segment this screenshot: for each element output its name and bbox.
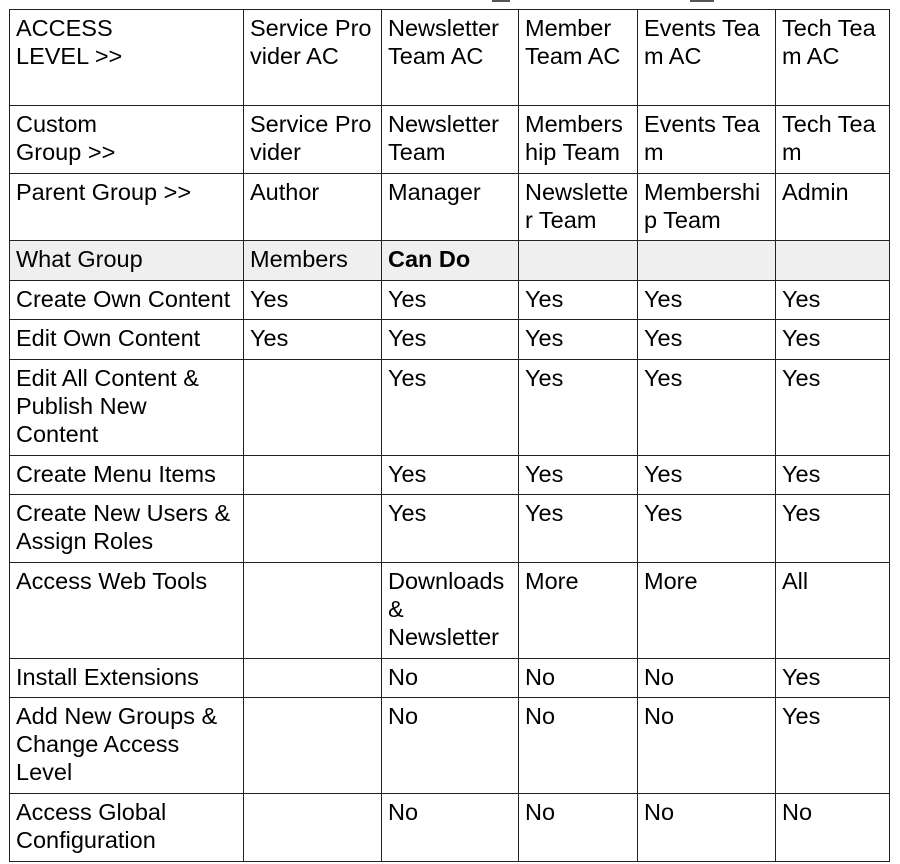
table-cell: More (519, 563, 638, 659)
table-cell: Events Team (638, 106, 776, 174)
table-cell: Yes (244, 281, 382, 320)
table-cell: Newsletter Team (382, 106, 519, 174)
table-cell: Yes (776, 659, 890, 698)
table-cell: Events Team AC (638, 10, 776, 106)
table-cell (244, 698, 382, 794)
section-header-row (10, 241, 890, 281)
table-cell: No (519, 698, 638, 794)
row-label-text: Edit All Content & Publish New Content (16, 365, 199, 447)
access-level-row (10, 10, 890, 106)
table-cell: Yes (519, 281, 638, 320)
table-cell: Members (244, 241, 382, 281)
table-cell: Yes (776, 281, 890, 320)
table-row (10, 698, 890, 794)
row-label (10, 360, 244, 456)
table-cell (382, 563, 519, 659)
table-cell: Yes (519, 495, 638, 563)
table-row (10, 281, 890, 320)
table-cell: Yes (638, 281, 776, 320)
custom-group-row (10, 106, 890, 174)
table-cell: Newsletter Team (519, 174, 638, 241)
row-label (10, 794, 244, 862)
parent-group-row (10, 174, 890, 241)
table-cell (776, 241, 890, 281)
table-row (10, 320, 890, 360)
table-cell: Yes (776, 495, 890, 563)
table-cell: Yes (382, 456, 519, 495)
table-cell (519, 241, 638, 281)
edge-mark (492, 0, 510, 2)
table-cell: Yes (638, 495, 776, 563)
table-cell: Tech Team (776, 106, 890, 174)
table-cell: All (776, 563, 890, 659)
table-cell (244, 563, 382, 659)
table-cell: Author (244, 174, 382, 241)
table-cell: Yes (519, 456, 638, 495)
table-cell: Admin (776, 174, 890, 241)
table-cell: Newsletter Team AC (382, 10, 519, 106)
table-cell: No (382, 659, 519, 698)
row-label: Parent Group >> (10, 174, 244, 241)
table-row (10, 360, 890, 456)
row-label: Create Menu Items (10, 456, 244, 495)
row-label-text: Custom Group >> (16, 111, 116, 165)
table-cell (244, 495, 382, 563)
table-cell: Yes (382, 320, 519, 360)
row-label-text: Access Global Configuration (16, 799, 167, 853)
table-cell (244, 456, 382, 495)
table-cell: Yes (382, 281, 519, 320)
row-label-text: Add New Groups & Change Access Level (16, 703, 218, 785)
table-row (10, 794, 890, 862)
table-cell: Yes (519, 360, 638, 456)
table-cell: Service Provider (244, 106, 382, 174)
table-cell: No (776, 794, 890, 862)
row-label (10, 10, 244, 106)
table-cell: More (638, 563, 776, 659)
table-row (10, 563, 890, 659)
table-cell: Can Do (382, 241, 519, 281)
table-cell: Service Provider AC (244, 10, 382, 106)
table-cell: Member Team AC (519, 10, 638, 106)
table-cell: Membership Team (638, 174, 776, 241)
row-label (10, 106, 244, 174)
table-cell: Membership Team (519, 106, 638, 174)
table-cell: Yes (382, 495, 519, 563)
table-cell: Yes (638, 320, 776, 360)
table-cell: Yes (382, 360, 519, 456)
table-cell (244, 659, 382, 698)
table-cell: No (382, 794, 519, 862)
row-label: Access Web Tools (10, 563, 244, 659)
table-cell: Yes (776, 360, 890, 456)
row-label-text: ACCESS LEVEL >> (16, 15, 123, 69)
table-cell: No (638, 698, 776, 794)
table-cell: No (638, 659, 776, 698)
table-cell: Yes (776, 456, 890, 495)
table-cell (638, 241, 776, 281)
table-cell: Tech Team AC (776, 10, 890, 106)
table-cell: Yes (244, 320, 382, 360)
table-cell: Yes (638, 456, 776, 495)
table-row (10, 495, 890, 563)
row-label: Install Extensions (10, 659, 244, 698)
row-label: Edit Own Content (10, 320, 244, 360)
table-cell: No (638, 794, 776, 862)
row-label (10, 698, 244, 794)
row-label: Create Own Content (10, 281, 244, 320)
access-level-table (9, 9, 890, 862)
edge-mark (690, 0, 714, 2)
table-cell: Manager (382, 174, 519, 241)
table-cell: No (519, 794, 638, 862)
table-cell (244, 360, 382, 456)
table-cell: Yes (776, 698, 890, 794)
table-cell: No (519, 659, 638, 698)
table-cell: Yes (519, 320, 638, 360)
table-cell (244, 794, 382, 862)
cell-text: Downloads & Newsletter (388, 568, 505, 650)
table-cell: Yes (638, 360, 776, 456)
table-cell: Yes (776, 320, 890, 360)
row-label-text: Create New Users & Assign Roles (16, 500, 231, 554)
table-cell: No (382, 698, 519, 794)
row-label (10, 495, 244, 563)
table-row (10, 659, 890, 698)
row-label: What Group (10, 241, 244, 281)
top-edge-marks (0, 0, 900, 6)
table-row (10, 456, 890, 495)
